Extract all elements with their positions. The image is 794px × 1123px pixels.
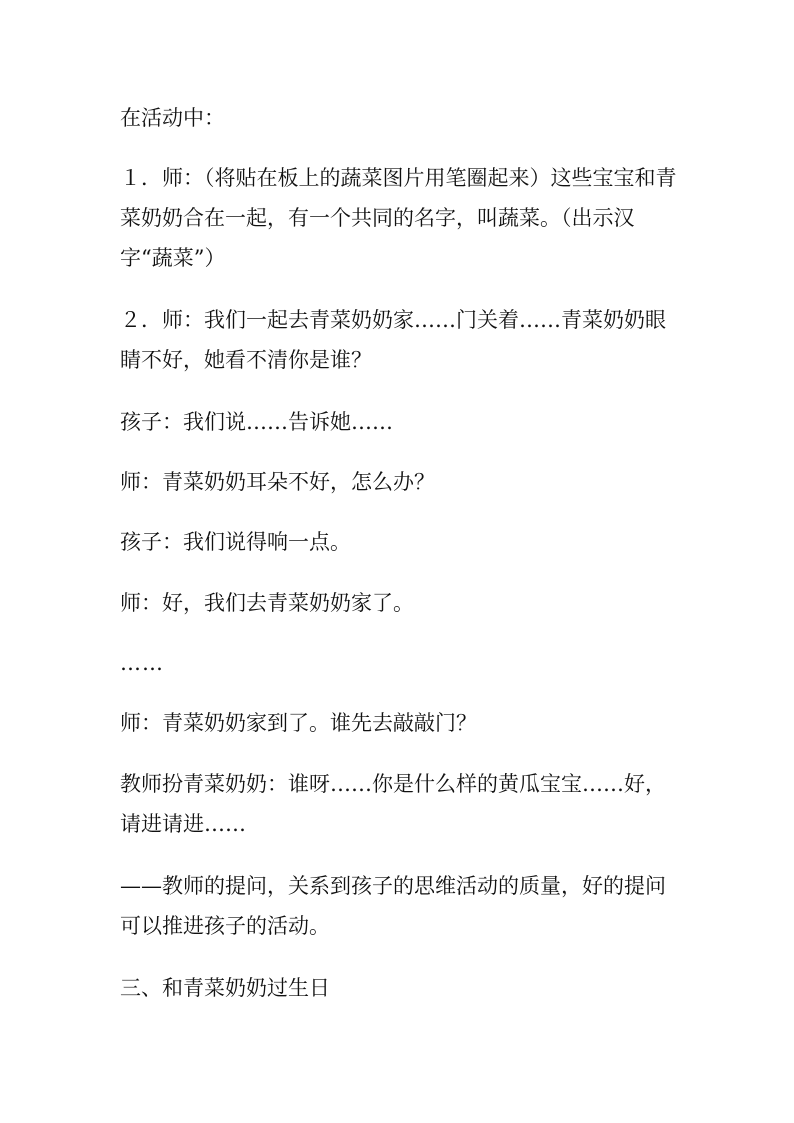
paragraph-activity-intro: 在活动中： (120, 106, 225, 130)
paragraph-arrived-knock: 师：青菜奶奶家到了。谁先去敲敲门？ (120, 711, 477, 735)
paragraph-teacher-question-ears: 师：青菜奶奶耳朵不好，怎么办？ (120, 470, 435, 494)
paragraph-child-answer-2: 孩子：我们说得响一点。 (120, 530, 351, 554)
paragraph-ellipsis: …… (120, 651, 164, 675)
paragraph-step-2: ２．师：我们一起去青菜奶奶家……门关着……青菜奶奶眼睛不好，她看不清你是谁？ (120, 308, 666, 372)
paragraph-teacher-go-home: 师：好，我们去青菜奶奶家了。 (120, 591, 414, 615)
paragraph-step-1: １．师：（将贴在板上的蔬菜图片用笔圈起来）这些宝宝和青菜奶奶合在一起，有一个共同的名字，叫蔬菜。（出示汉字“蔬菜”） (120, 166, 677, 270)
paragraph-question-quality: ——教师的提问，关系到孩子的思维活动的质量，好的提问可以推进孩子的活动。 (120, 874, 666, 938)
paragraph-child-answer-1: 孩子：我们说……告诉她…… (120, 410, 393, 434)
paragraph-teacher-roleplay: 教师扮青菜奶奶：谁呀……你是什么样的黄瓜宝宝……好，请进请进…… (120, 772, 666, 836)
section-heading-birthday: 三、和青菜奶奶过生日 (120, 976, 330, 1000)
